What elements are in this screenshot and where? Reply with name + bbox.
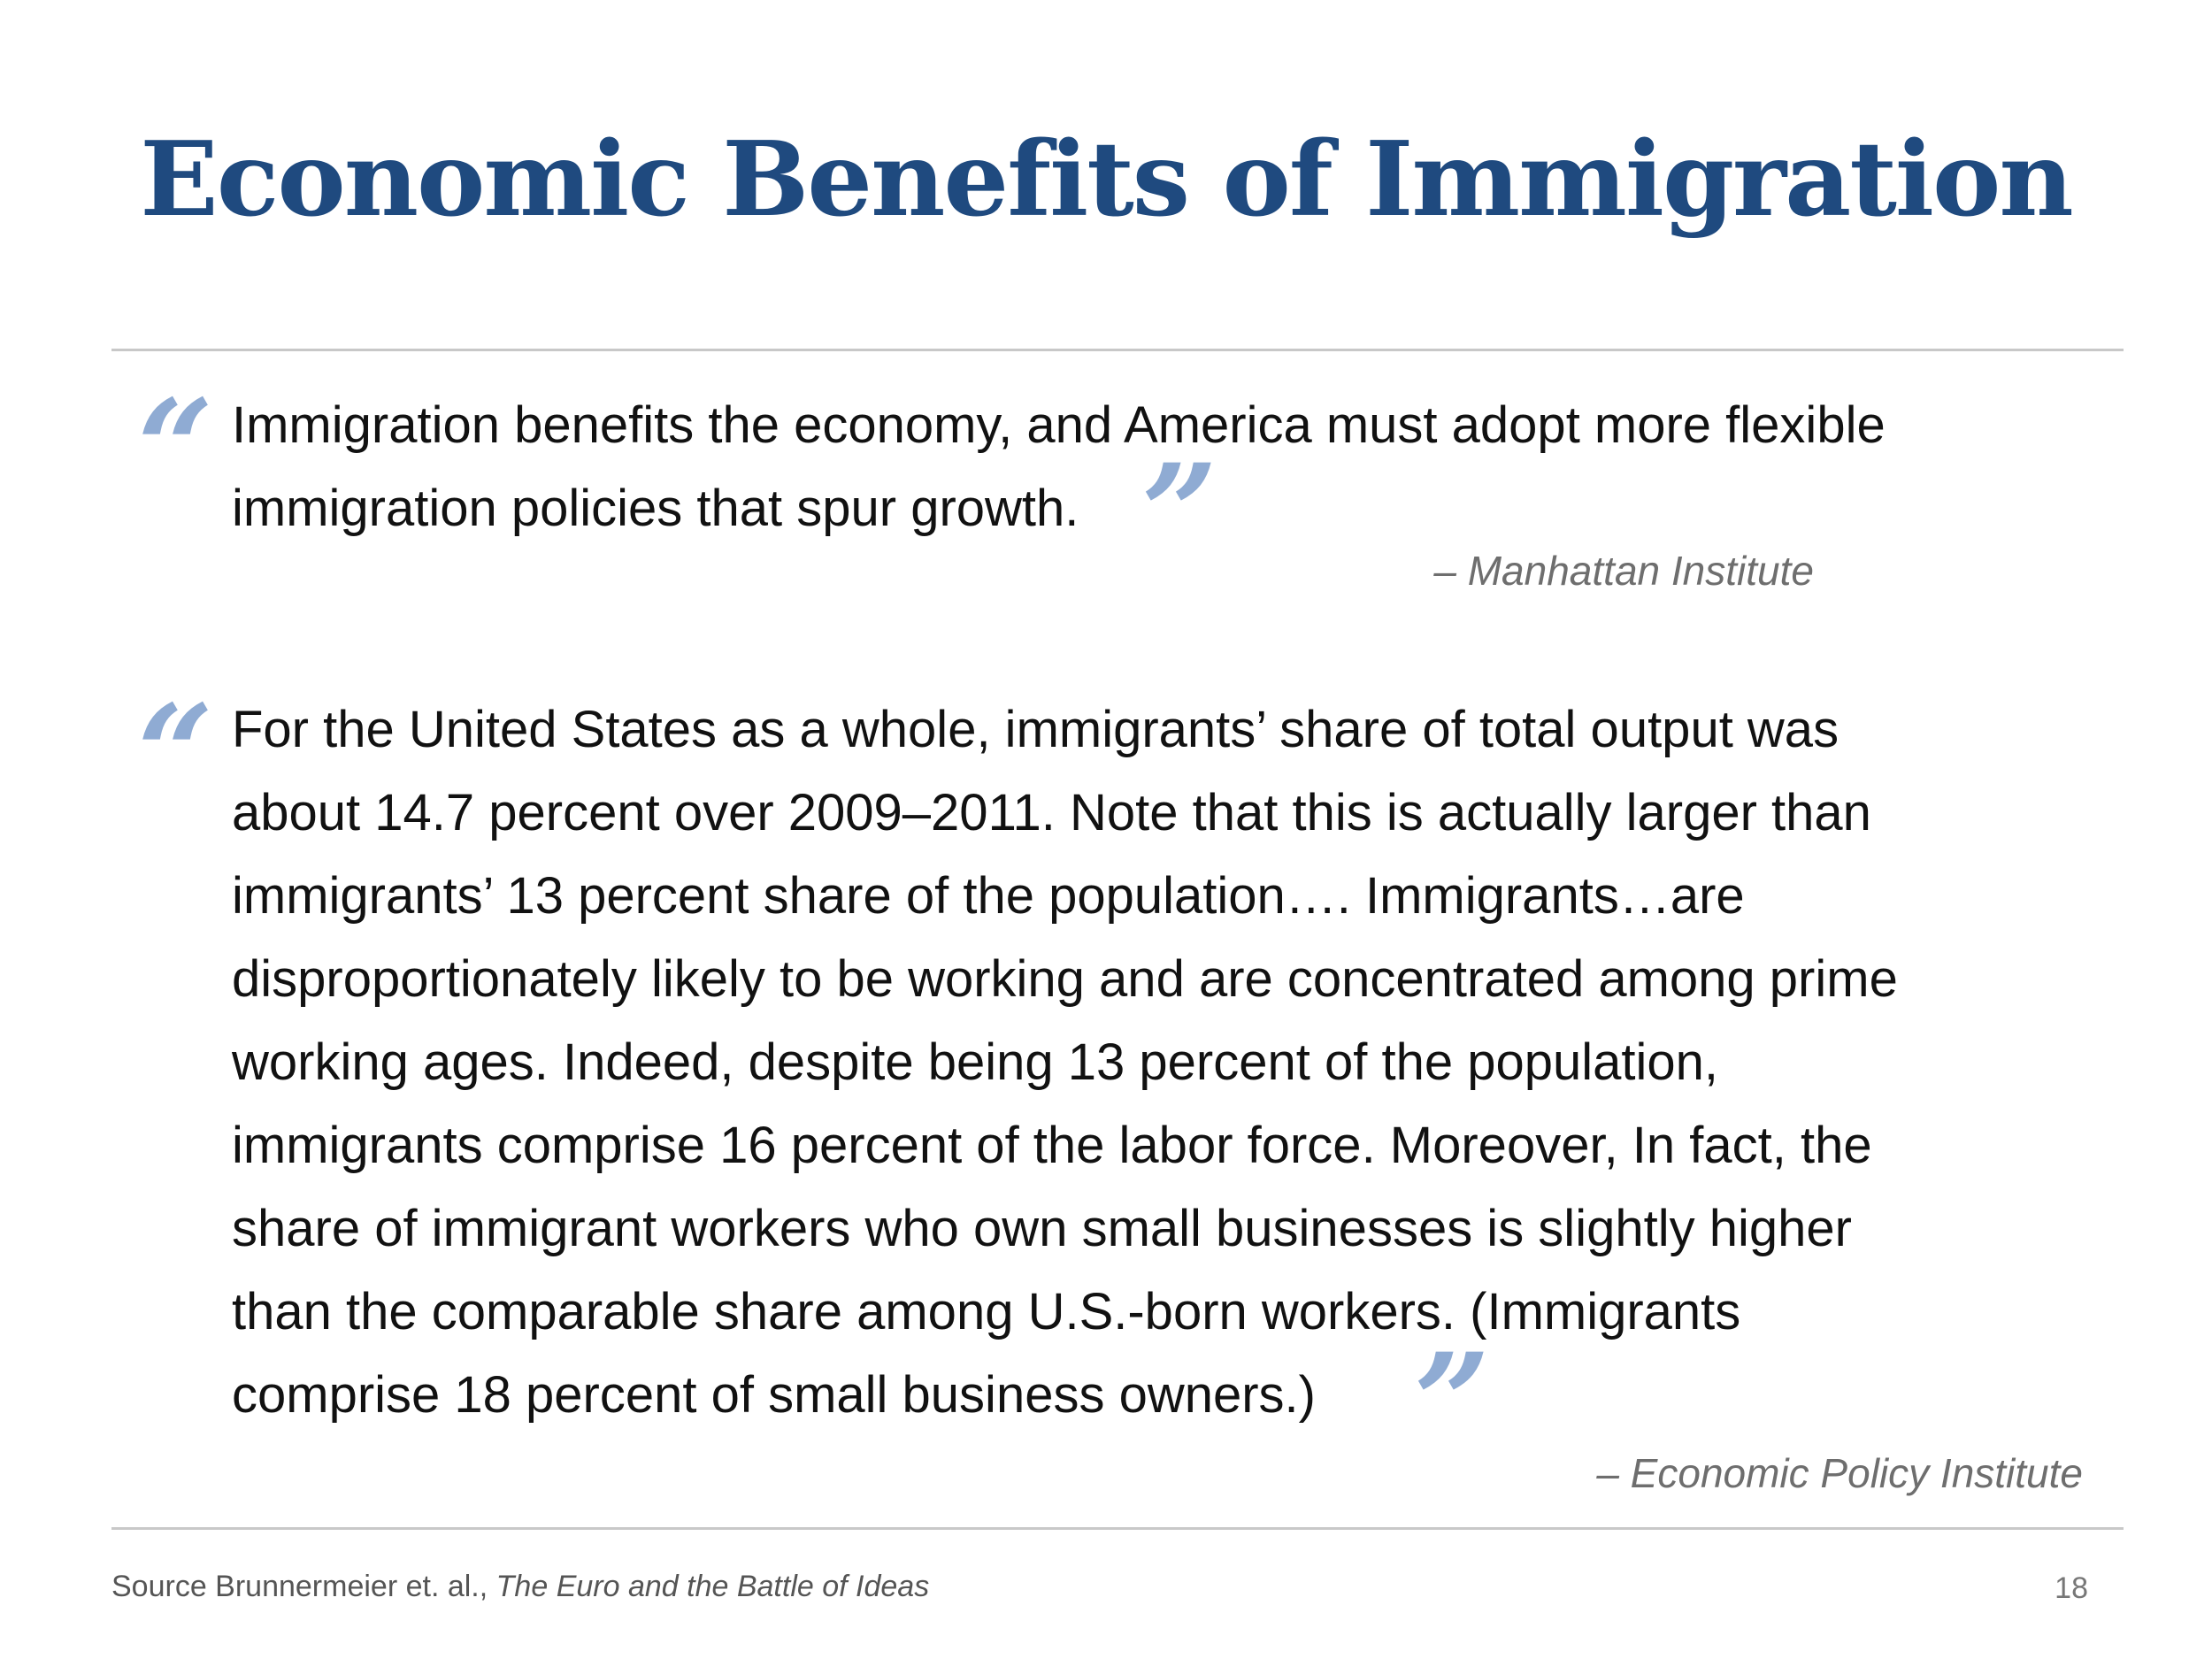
quote-line: about 14.7 percent over 2009–2011. Note that this is actually larger than [232, 784, 1871, 841]
quote-line: disproportionately likely to be working and are concentrated among prime [232, 950, 1898, 1008]
open-quote-icon: “ [137, 676, 214, 832]
close-quote-icon: ” [1141, 435, 1218, 591]
quote-line: share of immigrant workers who own small businesses is slightly higher [232, 1200, 1852, 1257]
page-number: 18 [2055, 1571, 2088, 1605]
attribution-manhattan-institute: – Manhattan Institute [1433, 548, 1814, 594]
quote-line: immigration policies that spur growth. [232, 480, 1079, 537]
slide-title: Economic Benefits of Immigration [140, 119, 2072, 240]
quote-line: working ages. Indeed, despite being 13 percent of the population, [232, 1033, 1718, 1091]
close-quote-icon: ” [1414, 1325, 1491, 1480]
bottom-divider [111, 1527, 2124, 1530]
quote-line: than the comparable share among U.S.-born workers. (Immigrants [232, 1283, 1741, 1340]
open-quote-icon: “ [137, 371, 214, 526]
source-prefix: Source Brunnermeier et. al., [111, 1570, 496, 1603]
source-title: The Euro and the Battle of Ideas [495, 1570, 930, 1603]
footer-source [111, 1570, 929, 1604]
quote-line: comprise 18 percent of small business owners.) [232, 1366, 1316, 1424]
top-divider [111, 349, 2124, 351]
quote-line: immigrants’ 13 percent share of the population…. Immigrants…are [232, 867, 1745, 925]
quote-line: Immigration benefits the economy, and America must adopt more flexible [232, 396, 1886, 454]
quote-line: immigrants comprise 16 percent of the labor force. Moreover, In fact, the [232, 1117, 1872, 1174]
quote-line: For the United States as a whole, immigrants’ share of total output was [232, 701, 1839, 758]
attribution-economic-policy-institute: – Economic Policy Institute [1596, 1450, 2083, 1496]
